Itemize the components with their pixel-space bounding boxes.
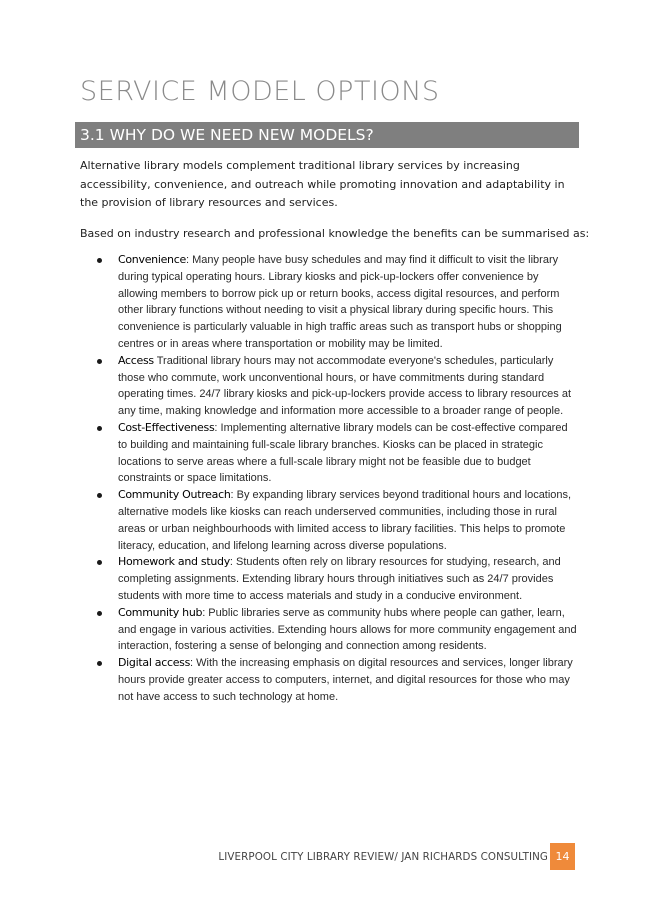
benefit-separator: : [230, 489, 234, 502]
benefit-text: With the increasing emphasis on digital resources and services, longer library hours provide greater access to computers, internet, and digital resources for those who may not have access to such technology at home. [118, 657, 573, 703]
list-item [118, 252, 578, 353]
benefit-term: Community hub [118, 605, 203, 619]
list-item [118, 353, 578, 420]
benefit-text: By expanding library services beyond traditional hours and locations, alternative models like kiosks can reach underserved communities, including those in rural areas or urban neighbourhoods with limited access to library facilities. This helps to promote literacy, education, and lifelong learning across diverse populations. [118, 489, 572, 552]
benefit-term: Convenience [118, 253, 186, 266]
list-item [118, 554, 578, 604]
list-item [118, 487, 578, 554]
list-item [118, 655, 578, 705]
section-heading: 3.1 WHY DO WE NEED NEW MODELS? [80, 126, 374, 144]
benefit-term: Access [118, 353, 154, 367]
bullet-icon [97, 493, 102, 498]
benefit-text: Implementing alternative library models can be cost-effective compared to building and maintaining full-scale library branches. Kiosks can be placed in strategic locations to serve areas where a full-scale library might not be feasible due to budget constraints or space limitations. [118, 421, 568, 485]
page-title: SERVICE MODEL OPTIONS [80, 76, 440, 107]
benefit-separator: : [214, 421, 218, 434]
benefit-separator: : [202, 606, 206, 619]
intro-paragraph: Alternative library models complement traditional library services by increasing accessibility, convenience, and outreach while promoting innovation and adaptability in the provision of library resources and services. [80, 159, 565, 209]
bullet-icon [97, 661, 102, 666]
benefit-term: Digital access [118, 656, 191, 670]
section-heading-bar [75, 122, 579, 148]
page-number-badge: 14 [550, 843, 575, 870]
benefit-term: Homework and study [118, 555, 230, 569]
benefit-term: Cost-Effectiveness [118, 420, 215, 434]
benefits-list [118, 252, 578, 706]
benefit-text: Public libraries serve as community hubs where people can gather, learn, and engage in various activities. Extending hours allows for more community engagement and interaction, fostering a sense of belonging and connection among residents. [118, 606, 577, 653]
list-item [118, 605, 578, 655]
footer-text: LIVERPOOL CITY LIBRARY REVIEW/ JAN RICHARDS CONSULTING [218, 851, 548, 863]
benefit-text: Many people have busy schedules and may find it difficult to visit the library during typical operating hours. Library kiosks and pick-up-lockers offer convenience by allowing members to borrow pick up or return books, access digital resources, and perform other library functions without needing to visit a physical library during specific hours. This convenience is particularly valuable in high traffic areas such as transport hubs or shopping centres or in areas where transportation or mobility may be limited. [118, 254, 562, 350]
benefit-term: Community Outreach [118, 488, 231, 502]
benefit-separator: : [190, 657, 194, 670]
bullet-icon [97, 359, 102, 364]
benefit-separator: : [185, 254, 190, 266]
benefit-text: Traditional library hours may not accommodate everyone's schedules, particularly those who commute, work unconventional hours, or have commitments during standard operating times. 24/7 library kiosks and pick-up-lockers provide access to library resources at any time, making knowledge and information more accessible to a broader range of people. [118, 354, 572, 418]
bullet-icon [97, 611, 102, 616]
bullet-icon [97, 560, 102, 565]
lead-paragraph: Based on industry research and professional knowledge the benefits can be summarised as: [80, 227, 590, 240]
list-item [118, 420, 578, 487]
benefit-text: Students often rely on library resources for studying, research, and completing assignments. Extending library hours through initiatives such as 24/7 provides students with more time to access materials and study in a conducive environment. [118, 556, 561, 602]
benefit-separator: : [229, 556, 233, 569]
bullet-icon [97, 426, 102, 431]
bullet-icon [97, 258, 102, 263]
